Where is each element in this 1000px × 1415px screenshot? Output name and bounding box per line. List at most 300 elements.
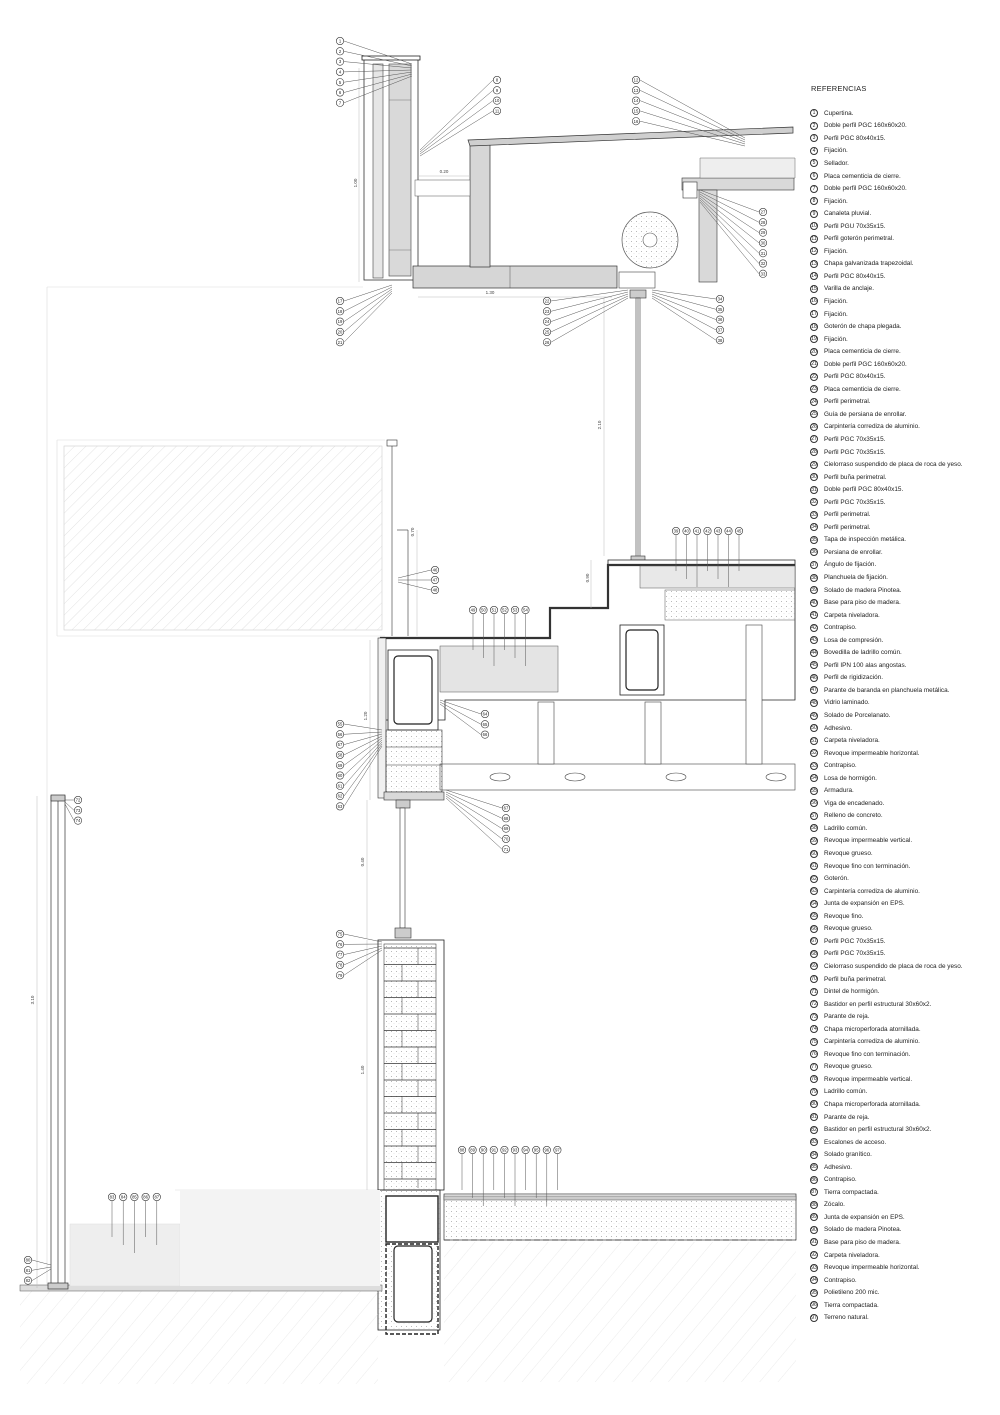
- legend-item-number: 91: [811, 1239, 817, 1246]
- legend-item: [810, 182, 996, 195]
- callout-number: 81: [25, 1267, 31, 1273]
- callout-number: 39: [673, 528, 679, 534]
- callout-number: 51: [491, 607, 497, 613]
- legend-item: [810, 1035, 996, 1048]
- legend-item-text: Sellador.: [824, 159, 849, 167]
- legend-item: [810, 207, 996, 220]
- legend-item-text: Goterón.: [824, 875, 849, 883]
- legend-item: [810, 120, 996, 133]
- legend-item: [810, 659, 996, 672]
- callout-group-wall-left: [336, 930, 382, 979]
- legend-item: [810, 132, 996, 145]
- legend-item-text: Solado granítico.: [824, 1151, 872, 1159]
- legend-item-text: Perfil PGC 70x35x15.: [824, 498, 886, 506]
- callout-number: 46: [432, 567, 438, 573]
- legend-item-number: 53: [811, 762, 817, 769]
- callout-number: 27: [760, 209, 766, 215]
- legend-item: [810, 1286, 996, 1299]
- legend-item-number: 12: [811, 248, 817, 255]
- legend-item-number: 93: [811, 1264, 817, 1271]
- legend-item-number: 14: [811, 273, 817, 280]
- legend-item-number: 77: [811, 1063, 817, 1070]
- callout-number: 59: [337, 762, 343, 768]
- legend-item: [810, 258, 996, 271]
- legend-item-text: Relleno de concreto.: [824, 812, 883, 820]
- legend-item-text: Doble perfil PGC 160x60x20.: [824, 122, 907, 130]
- legend-item-text: Ángulo de fijación.: [824, 561, 877, 569]
- legend-item-number: 19: [811, 336, 817, 343]
- callout-number: 90: [480, 1147, 486, 1153]
- callout-number: 10: [494, 98, 500, 104]
- legend-item-number: 20: [811, 348, 817, 355]
- legend-item-text: Fijación.: [824, 147, 848, 155]
- callout-number: 95: [533, 1147, 539, 1153]
- legend-item: [810, 421, 996, 434]
- legend-item-number: 62: [811, 875, 817, 882]
- callout-number: 53: [512, 607, 518, 613]
- legend-item-text: Perfil PGC 80x40x15.: [824, 134, 886, 142]
- callout-number: 36: [717, 317, 723, 323]
- callout-group-slab-side-left: [336, 720, 382, 810]
- legend-item: [810, 785, 996, 798]
- legend-item-text: Escalones de acceso.: [824, 1138, 887, 1146]
- callout-number: 80: [25, 1257, 31, 1263]
- legend-item-text: Perfil PGC 70x35x15.: [824, 950, 886, 958]
- callout-number: 20: [337, 329, 343, 335]
- legend-item-number: 49: [811, 712, 817, 719]
- legend-item-text: Parante de baranda en planchuela metálica.: [824, 686, 950, 694]
- callout-group-slab-side-right: [440, 700, 489, 738]
- legend-item: [810, 170, 996, 183]
- callout-number: 96: [544, 1147, 550, 1153]
- callout-number: 82: [25, 1278, 31, 1284]
- legend-item-number: 2: [810, 122, 818, 130]
- callout-number: 71: [503, 846, 509, 852]
- dimension-label: 3.10: [30, 995, 35, 1005]
- legend-item-number: 17: [811, 311, 817, 318]
- legend-item: [810, 145, 996, 158]
- legend-item: [810, 1312, 996, 1325]
- legend-item-text: Revoque impermeable horizontal.: [824, 749, 920, 757]
- legend-item: [810, 396, 996, 409]
- legend-item: [810, 1136, 996, 1149]
- callout-number: 21: [337, 339, 343, 345]
- legend-item-text: Base para piso de madera.: [824, 1238, 901, 1246]
- legend-item-number: 9: [810, 210, 818, 218]
- legend-item: [810, 1048, 996, 1061]
- legend-item-text: Solado de Porcelanato.: [824, 712, 891, 720]
- legend-item-number: 18: [811, 323, 817, 330]
- legend-item-number: 73: [811, 1013, 817, 1020]
- callout-number: 61: [337, 783, 343, 789]
- legend-item: [810, 1073, 996, 1086]
- legend-item: [810, 333, 996, 346]
- legend-item-number: 54: [811, 775, 817, 782]
- legend-item: [810, 684, 996, 697]
- callout-number: 70: [503, 836, 509, 842]
- legend-item-text: Contrapiso.: [824, 624, 857, 632]
- legend-item: [810, 358, 996, 371]
- legend-item: [810, 1148, 996, 1161]
- callout-number: 25: [544, 329, 550, 335]
- legend-item-text: Carpeta niveladora.: [824, 737, 880, 745]
- legend-item-number: 60: [811, 850, 817, 857]
- legend-item-text: Cielorraso suspendido de placa de roca de yeso.: [824, 962, 963, 970]
- callout-number: 65: [482, 721, 488, 727]
- legend-item: [810, 458, 996, 471]
- legend-item: [810, 1161, 996, 1174]
- legend-item-text: Revoque grueso.: [824, 1063, 873, 1071]
- legend-item: [810, 433, 996, 446]
- callout-number: 66: [482, 732, 488, 738]
- legend-item-number: 65: [811, 913, 817, 920]
- legend-item-text: Perfil perimetral.: [824, 398, 871, 406]
- callout-number: 83: [109, 1194, 115, 1200]
- legend-item: [810, 220, 996, 233]
- callout-number: 2: [338, 48, 342, 54]
- legend-item: [810, 885, 996, 898]
- callout-number: 26: [544, 339, 550, 345]
- callout-number: 69: [503, 826, 509, 832]
- legend-item-number: 87: [811, 1189, 817, 1196]
- callout-group-eave-right: [652, 290, 724, 344]
- legend-item-number: 57: [811, 812, 817, 819]
- callout-number: 23: [544, 308, 550, 314]
- callout-number: 44: [726, 528, 731, 534]
- callout-number: 55: [337, 721, 343, 727]
- legend-item-number: 97: [811, 1314, 817, 1321]
- legend-item-text: Varilla de anclaje.: [824, 285, 874, 293]
- context-lines: [47, 287, 385, 1285]
- legend-item-text: Chapa microperforada atornillada.: [824, 1100, 921, 1108]
- legend-item-number: 8: [810, 197, 818, 205]
- legend-item-text: Revoque grueso.: [824, 850, 873, 858]
- legend-item: [810, 985, 996, 998]
- legend-item-text: Bastidor en perfil estructural 30x60x2.: [824, 1000, 932, 1008]
- legend-item-text: Perfil perimetral.: [824, 511, 871, 519]
- legend-item-number: 92: [811, 1252, 817, 1259]
- callout-number: 5: [338, 79, 342, 85]
- legend-list: [810, 107, 996, 1324]
- legend-item-text: Perfil de rigidización.: [824, 674, 883, 682]
- legend-item-number: 85: [811, 1164, 817, 1171]
- legend-item: [810, 722, 996, 735]
- legend-item-number: 69: [811, 963, 817, 970]
- legend-item-number: 16: [811, 298, 817, 305]
- legend-item-number: 74: [811, 1026, 817, 1033]
- legend-item-number: 3: [810, 134, 818, 142]
- callout-number: 47: [432, 577, 438, 583]
- legend-item: [810, 471, 996, 484]
- legend-item-text: Chapa microperforada atornillada.: [824, 1025, 921, 1033]
- callout-number: 33: [760, 271, 766, 277]
- callout-number: 86: [143, 1194, 148, 1200]
- callout-number: 12: [633, 77, 639, 83]
- legend-item-number: 36: [811, 549, 817, 556]
- legend-item-text: Solado de madera Pinotea.: [824, 586, 902, 594]
- legend-item-text: Parante de reja.: [824, 1113, 870, 1121]
- legend-item-text: Perfil PGU 70x35x15.: [824, 222, 886, 230]
- legend-item: [810, 621, 996, 634]
- legend-item: [810, 1274, 996, 1287]
- callout-number: 31: [760, 250, 766, 256]
- legend-item-text: Perfil PGC 70x35x15.: [824, 448, 886, 456]
- legend-item-text: Fijación.: [824, 310, 848, 318]
- legend-item-text: Tierra compactada.: [824, 1301, 879, 1309]
- legend-item: [810, 509, 996, 522]
- callout-number: 79: [337, 972, 343, 978]
- legend-item-text: Tapa de inspección metálica.: [824, 536, 907, 544]
- legend-item-text: Bastidor en perfil estructural 30x60x2.: [824, 1126, 932, 1134]
- callout-number: 9: [495, 87, 499, 93]
- legend-item-number: 21: [811, 361, 817, 368]
- legend-item-text: Revoque grueso.: [824, 925, 873, 933]
- dimension-label: 1.20: [363, 711, 368, 721]
- callout-number: 89: [470, 1147, 475, 1153]
- legend-item: [810, 596, 996, 609]
- legend-item-number: 56: [811, 800, 817, 807]
- callout-number: 1: [338, 38, 342, 44]
- legend-item-number: 89: [811, 1214, 817, 1221]
- legend-item-text: Revoque impermeable horizontal.: [824, 1264, 920, 1272]
- legend-item-number: 22: [811, 373, 817, 380]
- legend-item-number: 46: [811, 674, 817, 681]
- legend-item-number: 34: [811, 524, 817, 531]
- legend-item-number: 37: [811, 561, 817, 568]
- lower-wall: [378, 940, 444, 1334]
- legend-item-number: 11: [811, 235, 817, 242]
- legend-item-text: Carpeta niveladora.: [824, 611, 880, 619]
- legend-item: [810, 1236, 996, 1249]
- legend-item: [810, 1098, 996, 1111]
- legend-item-text: Placa cementicia de cierre.: [824, 385, 901, 393]
- legend-item-text: Losa de hormigón.: [824, 774, 877, 782]
- legend-item-number: 38: [811, 574, 817, 581]
- legend-item: [810, 383, 996, 396]
- callout-number: 6: [338, 90, 342, 96]
- callout-number: 52: [502, 607, 507, 613]
- legend-item: [810, 810, 996, 823]
- legend-title: REFERENCIAS: [811, 84, 867, 93]
- callout-group-eave-left: [336, 285, 392, 346]
- legend-item-number: 30: [811, 474, 817, 481]
- legend-item-text: Vidrio laminado.: [824, 699, 870, 707]
- legend-item-text: Polietileno 200 mic.: [824, 1289, 880, 1297]
- legend-item: [810, 772, 996, 785]
- dimension-label: 1.40: [360, 1065, 365, 1075]
- legend-item-text: Adhesivo.: [824, 1163, 853, 1171]
- legend-item-number: 75: [811, 1038, 817, 1045]
- callout-number: 68: [503, 815, 509, 821]
- legend-item: [810, 546, 996, 559]
- legend-item-number: 48: [811, 699, 817, 706]
- legend-item-number: 51: [811, 737, 817, 744]
- legend-item: [810, 107, 996, 120]
- callout-number: 73: [75, 807, 81, 813]
- roof-structure: [413, 127, 795, 288]
- callout-number: 78: [337, 962, 343, 968]
- legend-item: [810, 948, 996, 961]
- callout-number: 32: [760, 261, 766, 267]
- callout-number: 35: [717, 306, 723, 312]
- legend-item-text: Doble perfil PGC 80x40x15.: [824, 486, 904, 494]
- dimension-label: 0.70: [410, 527, 415, 537]
- legend-item-text: Viga de encadenado.: [824, 799, 885, 807]
- legend-item-text: Perfil PGC 80x40x15.: [824, 373, 886, 381]
- callout-group-eave-mid: [543, 290, 628, 346]
- callout-number: 41: [694, 528, 700, 534]
- callout-number: 29: [760, 230, 766, 236]
- legend-item: [810, 647, 996, 660]
- legend-item-text: Doble perfil PGC 160x60x20.: [824, 360, 907, 368]
- legend-item: [810, 446, 996, 459]
- callout-number: 92: [502, 1147, 507, 1153]
- legend-item-number: 32: [811, 499, 817, 506]
- callout-number: 67: [503, 805, 509, 811]
- legend-item-number: 68: [811, 950, 817, 957]
- callout-number: 28: [760, 219, 766, 225]
- legend-item-number: 86: [811, 1176, 817, 1183]
- legend-item-number: 70: [811, 976, 817, 982]
- legend-item-number: 88: [811, 1201, 817, 1208]
- callout-number: 16: [633, 118, 639, 124]
- legend-item: [810, 408, 996, 421]
- legend-item-number: 47: [811, 687, 817, 694]
- callout-number: 4: [338, 69, 342, 75]
- legend-item-text: Revoque fino con terminación.: [824, 1050, 911, 1058]
- legend-item: [810, 1010, 996, 1023]
- legend-item-number: 39: [811, 587, 817, 594]
- dimension-label: 1.00: [353, 178, 358, 188]
- legend-item-number: 90: [811, 1226, 817, 1233]
- legend-item: [810, 822, 996, 835]
- legend-item-text: Cielorraso suspendido de placa de roca de yeso.: [824, 461, 963, 469]
- legend-item-number: 7: [810, 185, 818, 193]
- legend-item-number: 28: [811, 449, 817, 456]
- callout-number: 15: [633, 108, 639, 114]
- legend-item: [810, 1199, 996, 1212]
- legend-item: [810, 797, 996, 810]
- callout-number: 24: [544, 319, 550, 325]
- legend-item-text: Perfil buña perimetral.: [824, 473, 887, 481]
- legend-item-number: 59: [811, 837, 817, 844]
- legend-item: [810, 609, 996, 622]
- legend-item: [810, 245, 996, 258]
- legend-item: [810, 270, 996, 283]
- legend-item-text: Bovedilla de ladrillo común.: [824, 649, 902, 657]
- legend-item-number: 35: [811, 536, 817, 543]
- callout-number: 50: [481, 607, 486, 613]
- legend-item-number: 84: [811, 1151, 817, 1158]
- callout-number: 91: [491, 1147, 497, 1153]
- legend-item: [810, 295, 996, 308]
- roof-parapet: [362, 56, 420, 280]
- legend-item-number: 5: [810, 159, 818, 167]
- callout-number: 64: [482, 711, 488, 717]
- legend-item-number: 66: [811, 925, 817, 932]
- legend-item: [810, 283, 996, 296]
- callout-number: 74: [75, 818, 81, 824]
- legend-item-number: 26: [811, 423, 817, 430]
- legend-item-text: Ladrillo común.: [824, 1088, 868, 1096]
- legend-item-text: Ladrillo común.: [824, 824, 868, 832]
- legend-item-number: 83: [811, 1139, 817, 1146]
- legend-item-text: Goterón de chapa plegada.: [824, 323, 902, 331]
- legend-item: [810, 897, 996, 910]
- callout-number: 85: [132, 1194, 137, 1200]
- callout-group-railing: [398, 566, 439, 593]
- legend-item-number: 50: [811, 725, 817, 732]
- lower-window: [395, 800, 411, 938]
- legend-item-number: 40: [811, 599, 817, 606]
- callout-number: 38: [717, 337, 723, 343]
- callout-number: 37: [717, 327, 723, 333]
- legend-item-text: Fijación.: [824, 247, 848, 255]
- legend-item-number: 67: [811, 938, 817, 945]
- callout-number: 18: [337, 308, 343, 314]
- upper-glass-panel: [64, 446, 382, 630]
- legend-item-text: Guía de persiana de enrollar.: [824, 410, 907, 418]
- legend-item-text: Tierra compactada.: [824, 1188, 879, 1196]
- legend-item-number: 44: [811, 649, 817, 656]
- legend-item-number: 63: [811, 888, 817, 895]
- legend-item-text: Junta de expansión en EPS.: [824, 900, 905, 908]
- callout-number: 57: [337, 742, 343, 748]
- callout-number: 87: [154, 1194, 160, 1200]
- legend-item-text: Parante de reja.: [824, 1013, 870, 1021]
- legend-item-number: 29: [811, 461, 817, 468]
- callout-number: 43: [715, 528, 721, 534]
- legend-item-text: Canaleta pluvial.: [824, 210, 872, 218]
- legend-item-number: 79: [811, 1088, 817, 1095]
- legend-item-text: Contrapiso.: [824, 1276, 857, 1284]
- legend-item-number: 41: [811, 612, 817, 619]
- callout-number: 84: [120, 1194, 126, 1200]
- legend-item-text: Zócalo.: [824, 1201, 845, 1209]
- callout-number: 58: [337, 752, 343, 758]
- legend-item-number: 42: [811, 624, 817, 631]
- legend-item-text: Cupertina.: [824, 109, 854, 117]
- legend-item-text: Doble perfil PGC 160x60x20.: [824, 185, 907, 193]
- legend-item-number: 4: [810, 147, 818, 155]
- callout-group-grille-top: [65, 796, 82, 824]
- legend-item-text: Revoque fino.: [824, 912, 864, 920]
- callout-number: 94: [523, 1147, 528, 1153]
- legend-item-text: Dintel de hormigón.: [824, 988, 880, 996]
- legend-item-number: 80: [811, 1101, 817, 1108]
- dimension-label: 1.30: [485, 290, 495, 295]
- legend-item: [810, 747, 996, 760]
- legend-item: [810, 847, 996, 860]
- legend-item: [810, 634, 996, 647]
- dimension-label: 0.40: [360, 857, 365, 867]
- legend-item-number: 81: [811, 1114, 817, 1121]
- callout-number: 75: [337, 931, 343, 937]
- legend-item-text: Contrapiso.: [824, 1176, 857, 1184]
- legend-item: [810, 1224, 996, 1237]
- legend-item-text: Carpintería corrediza de aluminio.: [824, 423, 920, 431]
- legend-item-number: 72: [811, 1001, 817, 1008]
- legend-item-number: 61: [811, 863, 817, 870]
- legend-item-number: 82: [811, 1126, 817, 1133]
- callout-number: 17: [337, 298, 343, 304]
- legend-item-number: 78: [811, 1076, 817, 1083]
- legend-item-text: Adhesivo.: [824, 724, 853, 732]
- legend-item-text: Solado de madera Pinotea.: [824, 1226, 902, 1234]
- legend-item-number: 76: [811, 1051, 817, 1058]
- legend-item-number: 55: [811, 787, 817, 794]
- legend-item-text: Revoque impermeable vertical.: [824, 837, 913, 845]
